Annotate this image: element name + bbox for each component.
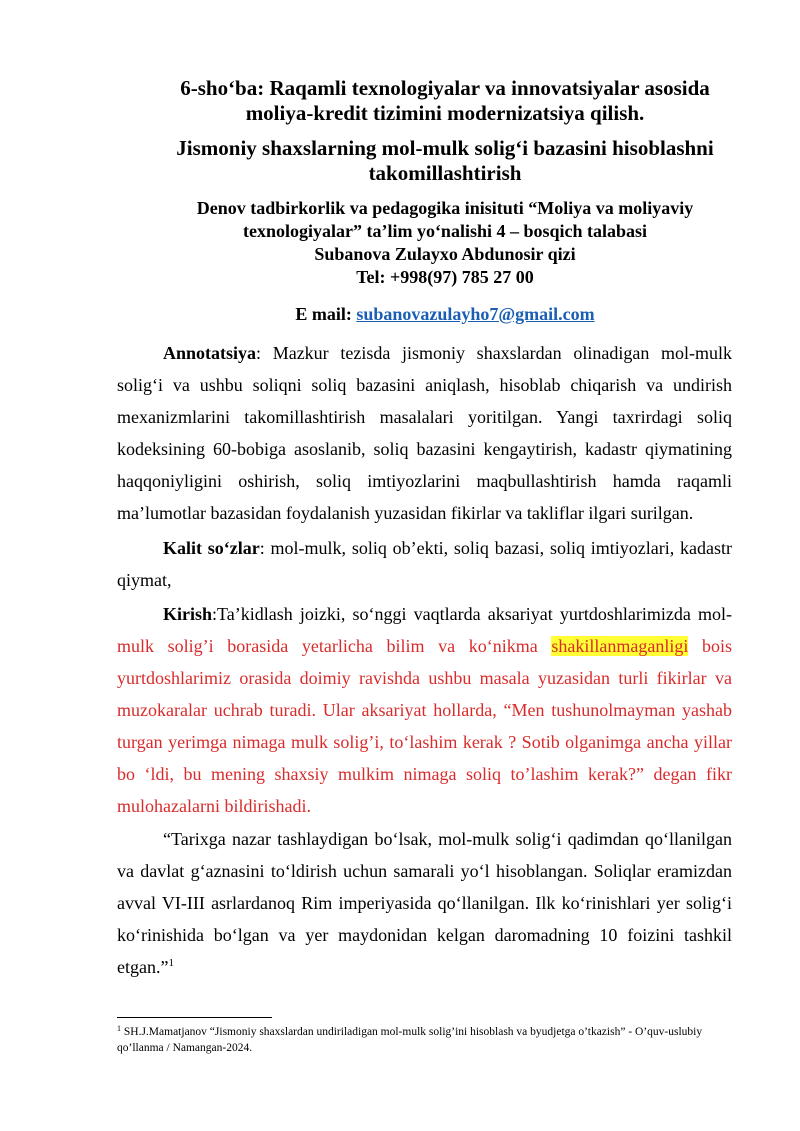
author-info bbox=[150, 197, 740, 289]
history-paragraph bbox=[117, 823, 732, 983]
intro-red-text: mulk solig’i borasida yetarlicha bilim va ko‘nikma bbox=[117, 636, 552, 656]
footnote-reference[interactable]: 1 bbox=[168, 957, 174, 969]
email-link[interactable]: subanovazulayho7@gmail.com bbox=[356, 304, 595, 324]
intro-highlighted-word: shakillanmaganligi bbox=[551, 636, 689, 656]
footnote-separator bbox=[117, 1017, 272, 1018]
abstract-paragraph bbox=[117, 337, 732, 529]
footnote-text: SH.J.Mamatjanov “Jismoniy shaxslardan undiriladigan mol-mulk solig’ini hisoblash va byudjetga o’tkazish” - O’quv-uslubiy qo’llanma / Namangan-2024. bbox=[117, 1026, 703, 1054]
intro-text: :Ta’kidlash joizki, so‘nggi vaqtlarda aksariyat yurtdoshlarimizda mol- bbox=[212, 604, 732, 624]
intro-label: Kirish bbox=[163, 604, 213, 624]
abstract-text: : Mazkur tezisda jismoniy shaxslardan olinadigan mol-mulk solig‘i va ushbu soliqni soliq bazasini aniqlash, hisoblab chiqarish va undirish mexanizmlarini takomillashtirish masalalari yoritilgan. Yangi taxrirdagi soliq kodeksining 60-bobiga asoslanib, soliq bazasini kengaytirish, kadastr qiymatining haqqoniyligini oshirish, soliq imtiyozlarini maqbullashtirish hamda raqamli ma’lumotlar bazasidan foydalanish yuzasidan fikirlar va takliflar ilgari surilgan. bbox=[117, 343, 732, 523]
keywords-paragraph bbox=[117, 532, 732, 596]
intro-paragraph bbox=[117, 598, 732, 822]
author-name: Subanova Zulayxo Abdunosir qizi bbox=[314, 244, 576, 264]
section-title bbox=[150, 76, 740, 126]
institute-line1: Denov tadbirkorlik va pedagogika inisituti “Moliya va moliyaviy bbox=[196, 198, 694, 218]
paper-title-line2: takomillashtirish bbox=[368, 161, 522, 185]
keywords-text: : mol-mulk, soliq ob’ekti, soliq bazasi, soliq imtiyozlari, kadastr qiymat, bbox=[117, 538, 732, 590]
footnote bbox=[117, 1024, 732, 1056]
intro-red-text-continued: bois yurtdoshlarimiz orasida doimiy ravishda ushbu masala yuzasidan turli fikirlar va muzokaralar uchrab turadi. Ular aksariyat hollarda, “Men tushunolmayman yashab turgan yerimga nimaga mulk solig’i, to‘lashim kerak ? Sotib olganimga ancha yillar bo ‘ldi, bu mening shaxsiy mulkim nimaga soliq to’lashim kerak?” degan fikr mulohazalarni bildirishadi. bbox=[117, 636, 732, 816]
section-title-line1: 6-sho‘ba: Raqamli texnologiyalar va innovatsiyalar asosida bbox=[180, 76, 710, 100]
author-phone: Tel: +998(97) 785 27 00 bbox=[356, 267, 534, 287]
email-line bbox=[150, 303, 740, 326]
email-label: E mail: bbox=[295, 304, 352, 324]
section-title-line2: moliya-kredit tizimini modernizatsiya qilish. bbox=[245, 101, 645, 125]
footnote-number: 1 bbox=[117, 1024, 121, 1033]
paper-title bbox=[150, 136, 740, 186]
institute-line2: texnologiyalar” ta’lim yo‘nalishi 4 – bosqich talabasi bbox=[242, 221, 648, 241]
keywords-label: Kalit so‘zlar bbox=[163, 538, 260, 558]
paper-title-line1: Jismoniy shaxslarning mol-mulk solig‘i bazasini hisoblashni bbox=[176, 136, 714, 160]
history-text: “Tarixga nazar tashlaydigan bo‘lsak, mol-mulk solig‘i qadimdan qo‘llanilgan va davlat g‘aznasini to‘ldirish uchun samarali yo‘l hisoblangan. Soliqlar eramizdan avval VI-III asrlardanoq Rim imperiyasida qo‘llanilgan. Ilk ko‘rinishlari yer solig‘i ko‘rinishida bo‘lgan va yer maydonidan kelgan daromadning 10 foizini tashkil etgan.” bbox=[117, 829, 732, 977]
abstract-label: Annotatsiya bbox=[163, 343, 257, 363]
